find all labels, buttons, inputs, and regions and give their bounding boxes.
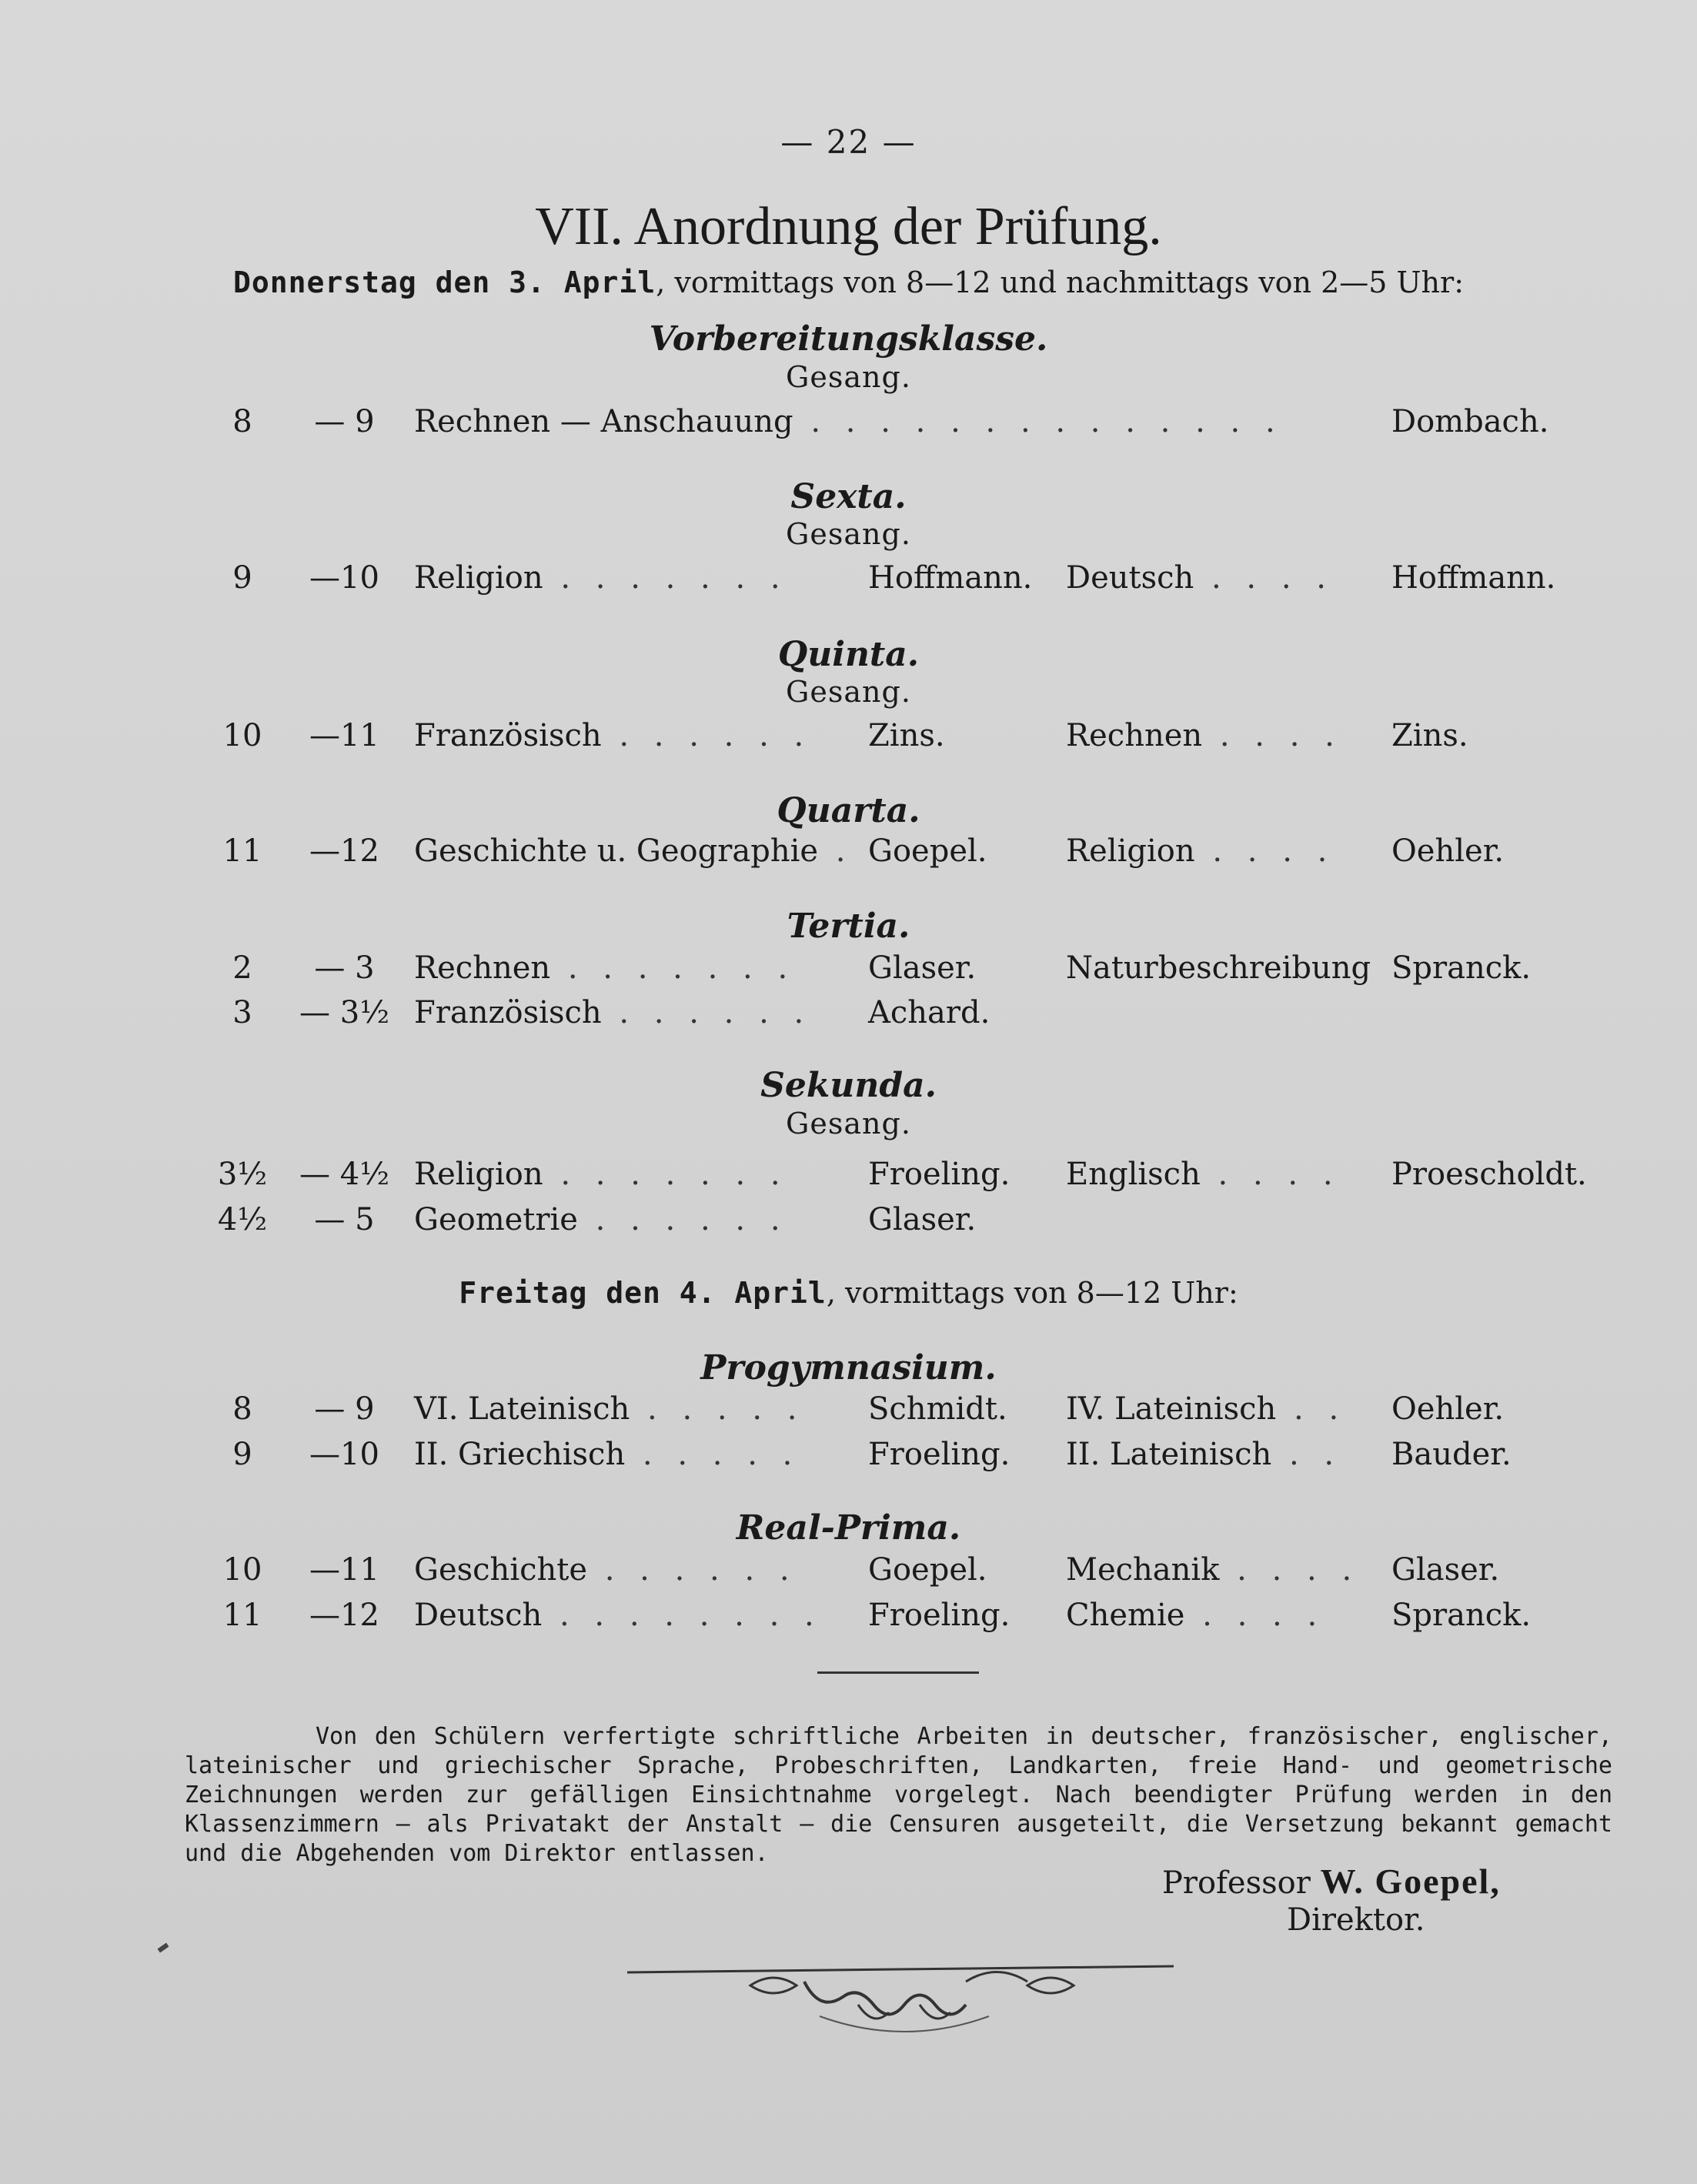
time-start: 8 — [232, 1391, 252, 1427]
subject: Geschichte u. Geographie . — [414, 833, 854, 869]
time-start: 11 — [222, 1598, 262, 1633]
ornament-icon — [627, 1959, 1181, 2043]
subject: Geometrie . . . . . . — [414, 1202, 788, 1237]
subject: Geschichte . . . . . . — [414, 1552, 797, 1588]
time-start: 9 — [232, 560, 252, 596]
time-start: 4½ — [217, 1202, 268, 1237]
page-number: — 22 — — [780, 123, 917, 161]
table-row — [0, 1598, 1697, 1638]
teacher-2: Glaser. — [1391, 1552, 1500, 1588]
subject: Rechnen — Anschauung . . . . . . . . . . . . . . — [414, 404, 1283, 439]
ink-mark — [158, 1943, 169, 1953]
time-start: 2 — [232, 950, 252, 986]
subject-2: Chemie . . . . — [1066, 1598, 1325, 1633]
teacher-2: Oehler. — [1391, 833, 1505, 869]
teacher: Froeling. — [868, 1437, 1011, 1472]
subject: VI. Lateinisch . . . . . — [414, 1391, 805, 1427]
section-quinta: Quinta. — [777, 635, 920, 674]
time-end: —12 — [309, 833, 379, 869]
subject-2: Religion . . . . — [1066, 833, 1335, 869]
subject-2: IV. Lateinisch . . — [1066, 1391, 1347, 1427]
time-end: — 5 — [314, 1202, 375, 1237]
signature-line — [1162, 1861, 1501, 1902]
subject: Französisch . . . . . . — [414, 718, 812, 753]
table-row — [0, 1202, 1697, 1242]
teacher: Schmidt. — [868, 1391, 1007, 1427]
time-end: — 9 — [314, 404, 375, 439]
time-start: 10 — [222, 1552, 262, 1588]
day1-heading — [0, 265, 1697, 299]
subject: Rechnen . . . . . . . — [414, 950, 796, 986]
section-progymnasium: Progymnasium. — [700, 1348, 997, 1388]
time-end: —12 — [309, 1598, 379, 1633]
teacher-2: Hoffmann. — [1391, 560, 1556, 596]
teacher: Hoffmann. — [868, 560, 1033, 596]
table-row — [0, 1552, 1697, 1592]
day1-date: Donnerstag den 3. April — [233, 265, 656, 299]
day2-heading — [0, 1276, 1697, 1310]
subject-2: Englisch . . . . — [1066, 1157, 1341, 1192]
subject-2: Mechanik . . . . — [1066, 1552, 1360, 1588]
table-row — [0, 1437, 1697, 1477]
table-row — [0, 404, 1697, 444]
time-start: 9 — [232, 1437, 252, 1472]
teacher: Glaser. — [868, 950, 977, 986]
signature-name: W. Goepel, — [1320, 1862, 1501, 1901]
subject: II. Griechisch . . . . . — [414, 1437, 800, 1472]
subject-2: Naturbeschreibung — [1066, 950, 1371, 986]
teacher-2: Zins. — [1391, 718, 1468, 753]
signature-prefix: Professor — [1162, 1865, 1321, 1901]
teacher: Froeling. — [868, 1157, 1011, 1192]
page-title: VII. Anordnung der Prüfung. — [535, 197, 1162, 256]
gesang-quinta: Gesang. — [786, 675, 911, 709]
subject: Französisch . . . . . . — [414, 995, 812, 1030]
subject: Deutsch . . . . . . . . — [414, 1598, 822, 1633]
teacher-2: Bauder. — [1391, 1437, 1512, 1472]
table-row — [0, 718, 1697, 758]
table-row — [0, 995, 1697, 1035]
teacher-2: Oehler. — [1391, 1391, 1505, 1427]
time-start: 10 — [222, 718, 262, 753]
time-start: 3 — [232, 995, 252, 1030]
teacher: Goepel. — [868, 1552, 987, 1588]
time-start: 11 — [222, 833, 262, 869]
subject-2: Rechnen . . . . — [1066, 718, 1342, 753]
teacher: Glaser. — [868, 1202, 977, 1237]
subject-2: Deutsch . . . . — [1066, 560, 1334, 596]
day1-times: , vormittags von 8—12 und nachmittags von 2—5 Uhr: — [656, 265, 1464, 299]
subject: Religion . . . . . . . — [414, 1157, 788, 1192]
time-end: —11 — [309, 718, 379, 753]
section-vorbereitung: Vorbereitungsklasse. — [649, 319, 1048, 359]
section-realprima: Real-Prima. — [736, 1508, 961, 1548]
teacher: Zins. — [868, 718, 945, 753]
gesang-sekunda: Gesang. — [786, 1107, 911, 1140]
gesang-sexta: Gesang. — [786, 517, 911, 551]
time-start: 3½ — [217, 1157, 268, 1192]
time-end: —11 — [309, 1552, 379, 1588]
section-sexta: Sexta. — [790, 477, 907, 516]
section-quarta: Quarta. — [777, 791, 920, 830]
subject-2: II. Lateinisch . . — [1066, 1437, 1342, 1472]
time-start: 8 — [232, 404, 252, 439]
footnote: Von den Schülern verfertigte schriftliche Arbeiten in deutscher, französischer, englischer, lateinischer und griechischer Sprache, Probeschriften, Landkarten, freie Hand- und geometrische Zeichnungen werden zur gefälligen Einsichtnahme vorgelegt. Nach beendigter Prüfung werden in den Klassenzimmern — als Privatakt der Anstalt — die Censuren ausgeteilt, die Versetzung bekannt gemacht und die Abgehenden vom Direktor entlassen. — [185, 1723, 1612, 1867]
time-end: — 3½ — [299, 995, 389, 1030]
teacher: Goepel. — [868, 833, 987, 869]
divider — [817, 1671, 979, 1674]
time-end: — 3 — [314, 950, 375, 986]
section-tertia: Tertia. — [787, 907, 910, 946]
teacher-2: Proescholdt. — [1391, 1157, 1587, 1192]
day2-date: Freitag den 4. April — [459, 1276, 827, 1310]
teacher-2: Spranck. — [1391, 1598, 1532, 1633]
table-row — [0, 833, 1697, 873]
teacher: Dombach. — [1391, 404, 1549, 439]
signature-role: Direktor. — [1287, 1902, 1425, 1938]
gesang-vorbereitung: Gesang. — [786, 360, 911, 394]
table-row — [0, 1391, 1697, 1431]
time-end: —10 — [309, 560, 379, 596]
time-end: — 9 — [314, 1391, 375, 1427]
teacher-2: Spranck. — [1391, 950, 1532, 986]
table-row — [0, 560, 1697, 600]
table-row — [0, 1157, 1697, 1197]
day2-times: , vormittags von 8—12 Uhr: — [826, 1276, 1238, 1310]
subject: Religion . . . . . . . — [414, 560, 788, 596]
time-end: —10 — [309, 1437, 379, 1472]
section-sekunda: Sekunda. — [760, 1066, 937, 1105]
table-row — [0, 950, 1697, 990]
teacher: Froeling. — [868, 1598, 1011, 1633]
teacher: Achard. — [868, 995, 990, 1030]
time-end: — 4½ — [299, 1157, 389, 1192]
